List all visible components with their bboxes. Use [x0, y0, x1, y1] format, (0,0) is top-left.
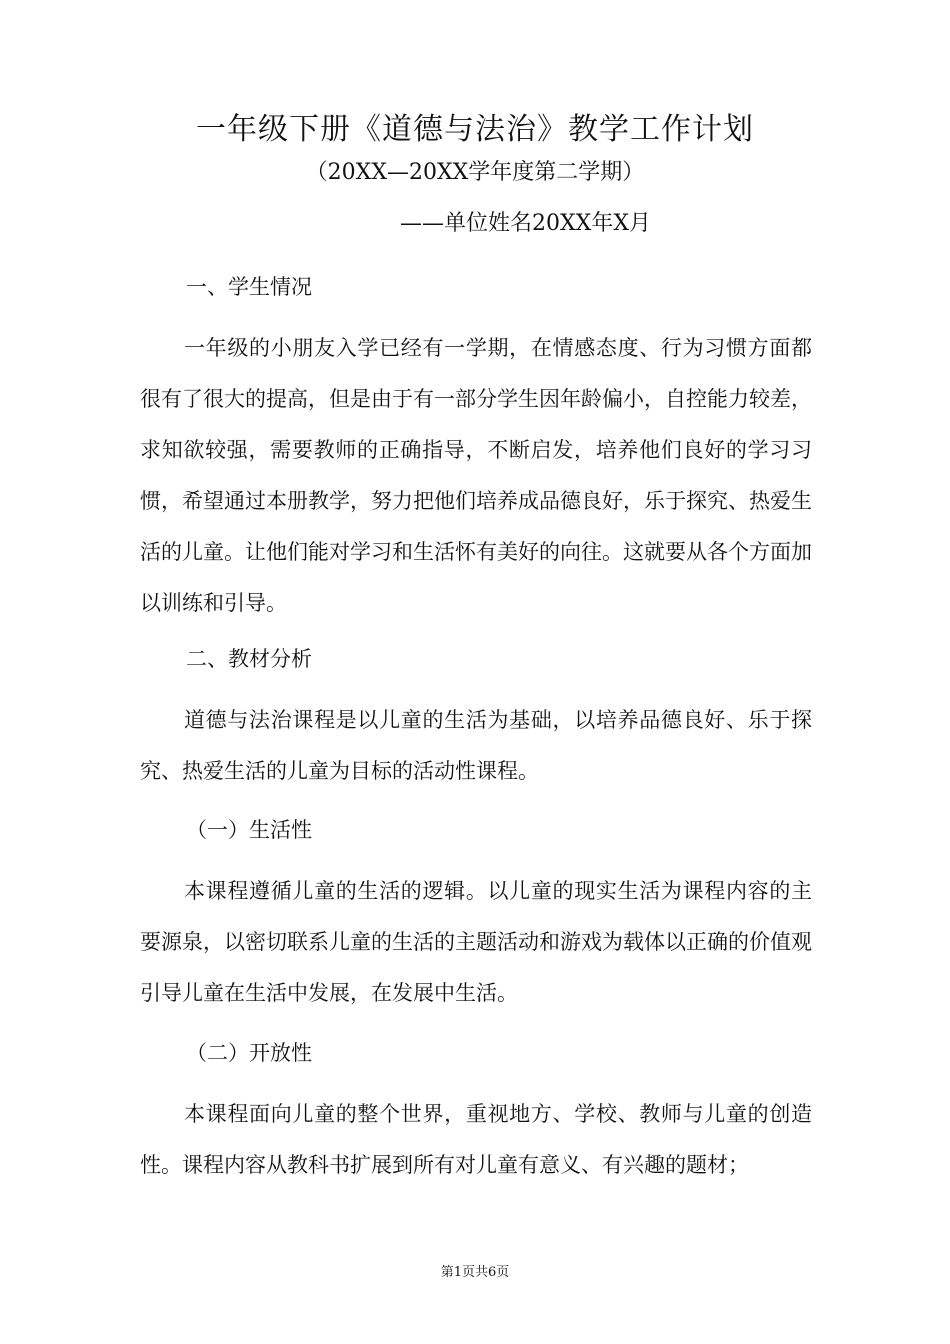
paragraph-textbook: 道德与法治课程是以儿童的生活为基础，以培养品德良好、乐于探究、热爱生活的儿童为目标的活动性课程。 — [140, 708, 812, 783]
subsection-heading-openness: （二）开放性 — [186, 1041, 312, 1065]
subsection-heading-life: （一）生活性 — [186, 818, 312, 842]
document-byline: ——单位姓名20XX年X月 — [400, 211, 651, 236]
document-subtitle: （20XX—20XX学年度第二学期） — [305, 160, 645, 185]
page-number: 第1页共6页 — [440, 1265, 510, 1280]
document-title: 一年级下册《道德与法治》教学工作计划 — [196, 112, 754, 147]
section-heading-textbook: 二、教材分析 — [186, 647, 312, 671]
paragraph-openness: 本课程面向儿童的整个世界，重视地方、学校、教师与儿童的创造性。课程内容从教科书扩展到所有对儿童有意义、有兴趣的题材； — [140, 1102, 812, 1177]
section-heading-students: 一、学生情况 — [186, 275, 312, 299]
paragraph-students: 一年级的小朋友入学已经有一学期，在情感态度、行为习惯方面都很有了很大的提高，但是由于有一部分学生因年龄偏小，自控能力较差，求知欲较强，需要教师的正确指导，不断启发，培养他们良好的学习习惯，希望通过本册教学，努力把他们培养成品德良好，乐于探究、热爱生活的儿童。让他们能对学习和生活怀有美好的向往。这就要从各个方面加以训练和引导。 — [140, 336, 812, 615]
paragraph-life: 本课程遵循儿童的生活的逻辑。以儿童的现实生活为课程内容的主要源泉，以密切联系儿童的生活的主题活动和游戏为载体以正确的价值观引导儿童在生活中发展，在发展中生活。 — [140, 879, 812, 1005]
